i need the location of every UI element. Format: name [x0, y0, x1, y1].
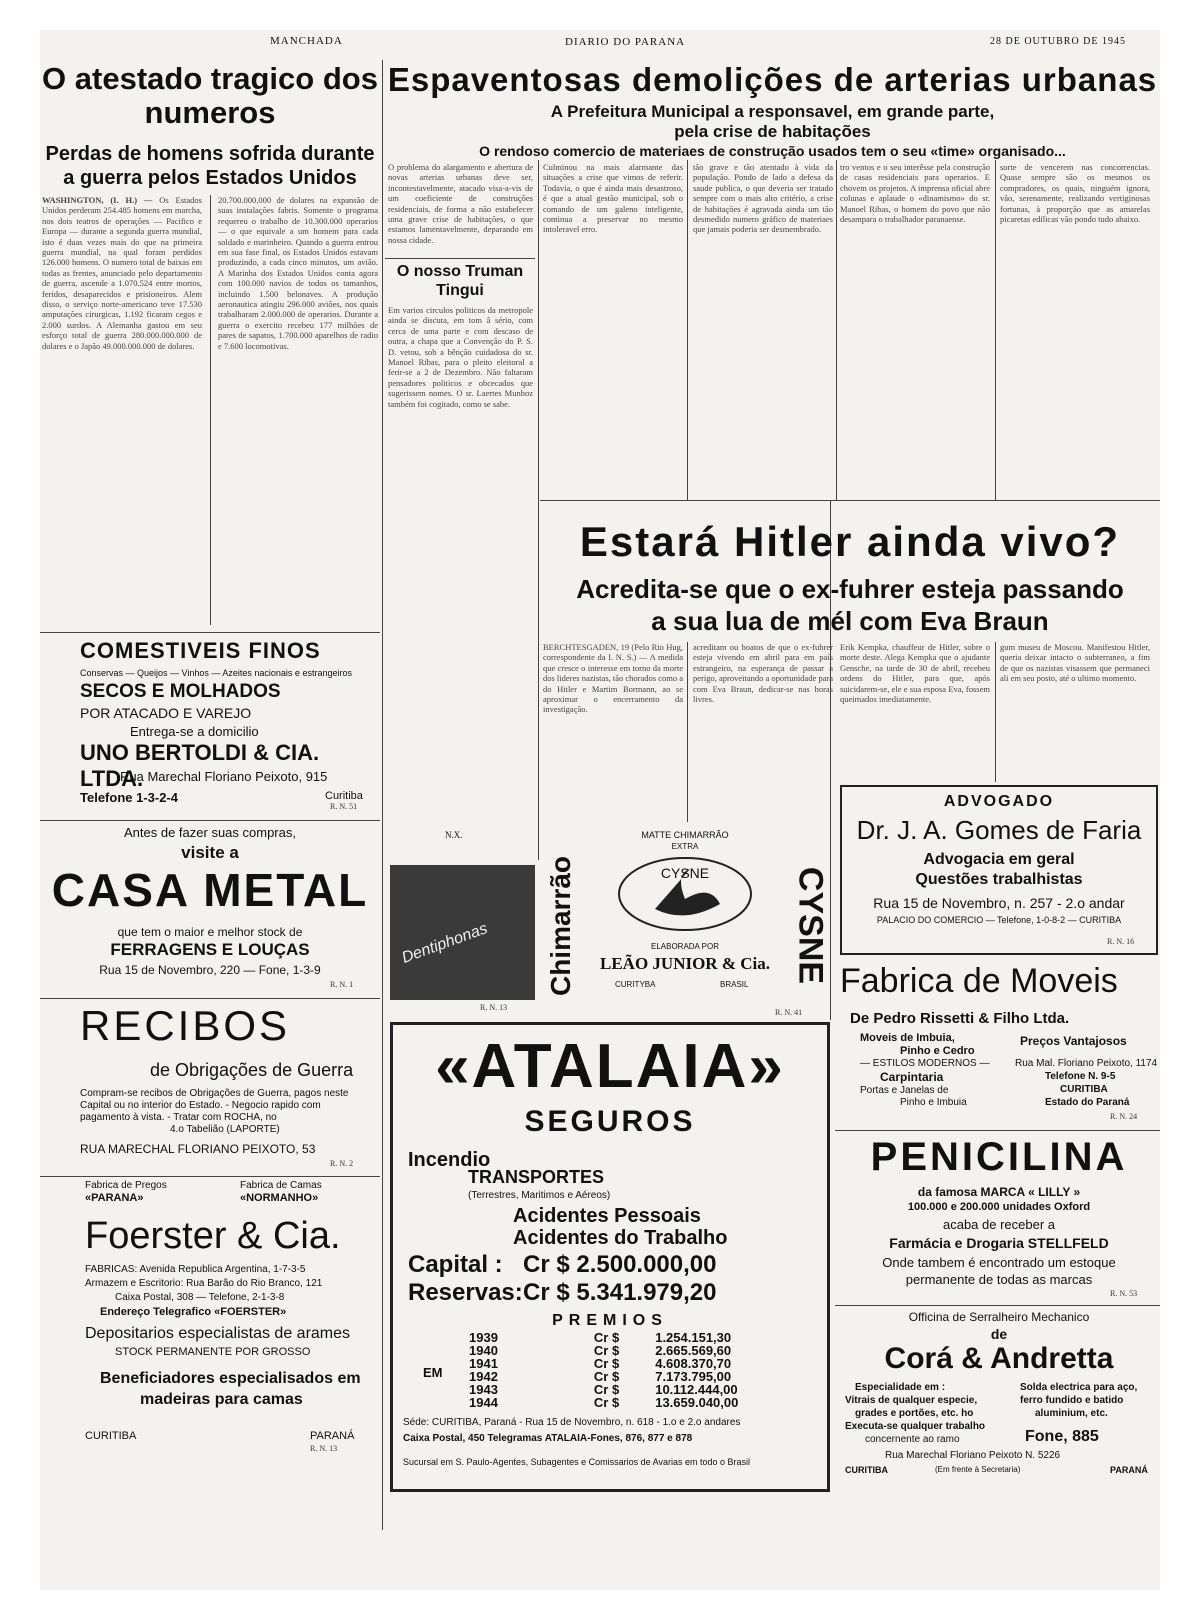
hitler-col3: Erik Kempka, chauffeur de Hitler, sobre o morte deste. Alega Kempka que o ajudante Gensche, na tarde de 30 de abril, recebeu ordens do Hitler, para que, após suicidarem-se, ele e sua esposa Eva, fossem queimados imediatamente.: [840, 642, 990, 705]
dentiphonas-brand: Dentiphonas: [399, 920, 490, 967]
issue-date: 28 DE OUTUBRO DE 1945: [990, 36, 1126, 47]
penicilina-line1: da famosa MARCA « LILLY »: [917, 1185, 1081, 1199]
penicilina-line3: acaba de receber a: [942, 1217, 1056, 1232]
foerster-right-name: «NORMANHO»: [240, 1192, 319, 1204]
main-col2: Culminou na mais alarmante das situações a crise que vimos de referir. Todavia, o que é ainda mais desastroso, é que a atual gestão municipal, sob o comando de um galeno inteligente, continua a preservar no mesmo intoleravel erro.: [543, 162, 683, 235]
moveis-right2: Rua Mal. Floriano Peixoto, 1174: [1015, 1058, 1158, 1069]
comestiveis-line1: Conservas — Queijos — Vinhos — Azeites nacionais e estrangeiros: [80, 668, 352, 678]
cora-line1: Especialidade em :: [855, 1382, 946, 1393]
moveis-title: Fabrica de Moveis: [840, 962, 1118, 1000]
penicilina-line6: permanente de todas as marcas: [905, 1272, 1093, 1287]
cora-top: Officina de Serralheiro Mechanico: [908, 1310, 1090, 1324]
hitler-title: Estará Hitler ainda vivo?: [579, 518, 1121, 565]
cysne-maker: LEÃO JUNIOR & Cia.: [599, 954, 770, 973]
main-col5: sorte de vencerem nas concorrencias. Quase sempre são os mesmos os compradores, os quais, ninguém ignora, vão, serenamente, realizando vertiginosas fortunas, à proporção que as amarelas picaretas edilicas vão pondo tudo abaixo.: [1000, 162, 1150, 225]
cysne-rn: R. N. 41: [775, 1008, 803, 1017]
atalaia-acid2: Acidentes do Trabalho: [513, 1227, 728, 1249]
recibos-address: RUA MARECHAL FLORIANO PEIXOTO, 53: [80, 1142, 316, 1156]
cora-title: Corá & Andretta: [884, 1342, 1114, 1375]
advogado-line2: Questões trabalhistas: [915, 871, 1083, 888]
cora-line2: Vitrais de qualquer especie,: [845, 1395, 978, 1406]
moveis-rn: R. N. 24: [1110, 1112, 1138, 1121]
cora-line5: concernente ao ramo: [865, 1434, 960, 1445]
foerster-line8: madeiras para camas: [140, 1391, 303, 1408]
left-article-title: O atestado tragico dos numeros: [42, 61, 378, 130]
recibos-rn: R. N. 2: [330, 1159, 354, 1168]
cora-note: (Em frente à Secretaria): [935, 1465, 1021, 1474]
cora-right2: ferro fundido e batido: [1020, 1395, 1124, 1406]
moveis-right4: CURITIBA: [1060, 1084, 1108, 1095]
foerster-state: PARANÁ: [310, 1430, 355, 1442]
casa-metal-line3: Rua 15 de Novembro, 220 — Fone, 1-3-9: [99, 963, 321, 977]
section-name: MANCHADA: [270, 35, 343, 47]
main-article-sub1: A Prefeitura Municipal a responsavel, em grande parte,: [550, 102, 995, 121]
cysne-made-by: ELABORADA POR: [650, 942, 720, 951]
advogado-line3: Rua 15 de Novembro, n. 257 - 2.o andar: [873, 895, 1125, 911]
comestiveis-line3: POR ATACADO E VAREJO: [80, 705, 252, 721]
newspaper-page: [40, 30, 1160, 1590]
recibos-title: RECIBOS: [80, 1002, 291, 1049]
cysne-country: BRASIL: [720, 980, 749, 989]
penicilina-title: PENICILINA: [870, 1135, 1128, 1179]
advogado-name: Dr. J. A. Gomes de Faria: [856, 815, 1142, 845]
foerster-right-label: Fabrica de Camas: [240, 1180, 322, 1191]
premios-row: 1941 Cr $ 4.608.370,70: [469, 1356, 732, 1371]
advogado-line4: PALACIO DO COMERCIO — Telefone, 1-0-8-2 — CURITIBA: [876, 915, 1122, 925]
cysne-brand: CYSNE: [660, 865, 710, 881]
comestiveis-ad: [40, 638, 380, 810]
cora-address: Rua Marechal Floriano Peixoto N. 5226: [885, 1450, 1061, 1461]
cysne-side-left: Chimarrão: [545, 855, 576, 997]
comestiveis-phone: Telefone 1-3-2-4: [80, 790, 179, 805]
main-col1: O problema do alargamento e abertura de novas arterias urbanas deve ser, incontestavelmente, atacado visa-a-vis de um coeficiente de construções residenciais, de forma a não estabelecer uma grave crise de habitações, o que estamos lamentavelmente, deparando em nossa cidade.: [388, 162, 533, 245]
newspaper-name: DIARIO DO PARANA: [565, 36, 686, 48]
truman-text: Em varios circulos politicos da metropole ainda se discuta, em tom â sério, com cerca de uma parte e com descaso de outra, a chapa que a Convenção do P. S. D. vetou, sob a bênção cuidadosa do sr. Manoel Ribas, para o pleito eleitoral a ferir-se a 2 de Dezembro. Não faltaram pensadores politicos e obcecados que sugerissem nomes. O sr. Laertes Munhoz também foi cogitado, como se sabe.: [388, 305, 533, 409]
advogado-ad: [840, 785, 1158, 955]
premios-row: 1943 Cr $ 10.112.444,00: [469, 1382, 738, 1397]
penicilina-line4: Farmácia e Drogaria STELLFELD: [889, 1235, 1109, 1251]
moveis-line3: — ESTILOS MODERNOS —: [860, 1058, 990, 1069]
cora-city: CURITIBA: [845, 1465, 888, 1475]
foerster-line3: Caixa Postal, 308 — Telefone, 2-1-3-8: [115, 1292, 285, 1303]
cora-phone: Fone, 885: [1025, 1428, 1099, 1445]
moveis-line2: Pinho e Cedro: [900, 1045, 975, 1057]
comestiveis-city: Curitiba: [325, 790, 363, 802]
foerster-rn: R. N. 13: [310, 1444, 338, 1453]
nx-signature: N.X.: [445, 830, 463, 840]
hitler-col2: acreditam ou boatos de que o ex-fuhrer esteja vivendo em abril para em país estrangeiro, na esperança de passar a perigo, aproveitando a oportunidade para com Eva Braun, dedicar-se nas horas livres.: [693, 642, 833, 705]
comestiveis-line2: SECOS E MOLHADOS: [80, 681, 281, 702]
cysne-title: MATTE CHIMARRÃO: [641, 830, 729, 840]
recibos-line3: pagamento à vista. - Tratar com ROCHA, no: [80, 1112, 277, 1123]
recibos-line2: Capital ou no interior do Estado. - Negocio rapido com: [80, 1100, 321, 1111]
moveis-line4: Carpintaria: [880, 1070, 944, 1084]
left-article-subtitle: Perdas de homens sofrida durante a guerra pelos Estados Unidos: [45, 143, 375, 189]
comestiveis-address: Rua Marechal Floriano Peixoto, 915: [120, 769, 328, 784]
moveis-line6: Pinho e Imbuia: [900, 1097, 967, 1108]
moveis-line5: Portas e Janelas de: [860, 1085, 949, 1096]
casa-metal-rn: R. N. 1: [330, 980, 354, 989]
moveis-right5: Estado do Paraná: [1045, 1097, 1130, 1108]
foerster-line1: FABRICAS: Avenida Republica Argentina, 1-7-3-5: [85, 1264, 306, 1275]
foerster-line6: STOCK PERMANENTE POR GROSSO: [115, 1346, 311, 1358]
main-article-sub2: pela crise de habitações: [674, 122, 871, 141]
cora-state: PARANÁ: [1110, 1465, 1148, 1475]
atalaia-capital: Cr $ 2.500.000,00: [523, 1251, 717, 1278]
foerster-line5: Depositarios especialistas de arames: [85, 1325, 351, 1342]
atalaia-subtitle: SEGUROS: [524, 1105, 696, 1138]
foerster-line7: Beneficiadores especialisados em: [100, 1370, 361, 1387]
truman-title: O nosso Truman Tingui: [396, 263, 524, 299]
left-article-col2: [218, 195, 378, 625]
casa-metal-title: CASA METAL: [51, 864, 369, 916]
casa-metal-ad: [40, 825, 380, 995]
atalaia-caixa: Caixa Postal, 450 Telegramas ATALAIA-Fones, 876, 877 e 878: [403, 1433, 693, 1444]
atalaia-sede: Séde: CURITIBA, Paraná - Rua 15 de Novembro, n. 618 - 1.o e 2.o andares: [403, 1417, 741, 1428]
left-article-col1: [42, 195, 202, 625]
comestiveis-company: UNO BERTOLDI & CIA. LTDA.: [80, 740, 320, 791]
atalaia-incendio: Incendio: [408, 1149, 491, 1171]
hitler-sub2: a sua lua de mél com Eva Braun: [651, 606, 1049, 636]
cora-line4: Executa-se qualquer trabalho: [845, 1421, 986, 1432]
left-col1-text: Os Estados Unidos perderam 254.485 homens em marcha, nos dois teatros de operações — Pacifico e Europa — durante a segunda guerra mundial, isto é duas vezes mais do que na primeira guerra mundial, na qual foram perdidos 126.000 homens. O numero total de baixas em todas as frentes, anunciado pelo departamento de guerra, ascende a 1.070.524 entre mortos, feridos, desaparecidos e prisioneiros. Alem disso, o serviço norte-americano teve 17.530 amputações cirurgicas, 1.192 ficaram cegos e 2.000 surdos. A Alemanha gastou em seu esforço total de guerra 280.000.000.000 de dolares e o Japão 49.000.000.000 de dolares.: [42, 195, 202, 351]
cora-right3: aluminium, etc.: [1035, 1408, 1108, 1419]
atalaia-capital-label: Capital :: [408, 1251, 503, 1278]
moveis-subtitle: De Pedro Rissetti & Filho Ltda.: [850, 1010, 1070, 1027]
foerster-left-label: Fabrica de Pregos: [85, 1180, 167, 1191]
casa-metal-pre2: visite a: [181, 843, 239, 862]
cora-ad: [840, 1310, 1158, 1495]
cysne-side-right: CYSNE: [791, 866, 830, 985]
cora-de: de: [990, 1326, 1008, 1342]
premios-row: 1942 Cr $ 7.173.795,00: [469, 1369, 732, 1384]
atalaia-reservas: Cr $ 5.341.979,20: [523, 1279, 717, 1306]
atalaia-acid1: Acidentes Pessoais: [513, 1205, 701, 1227]
moveis-right3: Telefone N. 9-5: [1045, 1071, 1116, 1082]
foerster-line2: Armazem e Escritorio: Rua Barão do Rio Branco, 121: [85, 1278, 323, 1289]
advogado-line1: Advogacia em geral: [923, 851, 1075, 868]
atalaia-sucursal: Sucursal em S. Paulo-Agentes, Subagentes e Comissarios de Avarias em todo o Brasil: [403, 1457, 751, 1467]
recibos-line1: Compram-se recibos de Obrigações de Guerra, pagos neste: [80, 1088, 349, 1099]
cysne-city: CURITYBA: [615, 980, 656, 989]
comestiveis-rn: R. N. 51: [330, 802, 358, 811]
hitler-col1: BERCHTESGADEN, 19 (Pelo Rio Hug, correspondente da I. N. S.) — A medida que cresce o interesse em torno da morte dos lideres nazistas, tão chorados como a do Hitler e Martim Bormann, ao se aproximar o encerramento da investigação.: [543, 642, 683, 715]
casa-metal-line1: que tem o maior e melhor stock de: [117, 925, 303, 939]
advogado-title: ADVOGADO: [943, 793, 1055, 810]
penicilina-line5: Onde tambem é encontrado um estoque: [882, 1255, 1116, 1270]
recibos-line4: 4.o Tabelião (LAPORTE): [170, 1124, 280, 1135]
dentiphonas-rn: R. N. 13: [480, 1003, 508, 1012]
atalaia-ad: [390, 1022, 830, 1492]
atalaia-title: «ATALAIA»: [435, 1032, 785, 1101]
advogado-rn: R. N. 16: [1107, 937, 1135, 946]
premios-row: 1940 Cr $ 2.665.569,60: [469, 1343, 732, 1358]
atalaia-transp-note: (Terrestres, Maritimos e Aéreos): [468, 1190, 611, 1201]
moveis-right1: Preços Vantajosos: [1020, 1034, 1127, 1048]
main-article-title: Espaventosas demolições de arterias urbanas: [387, 61, 1158, 98]
hitler-sub1: Acredita-se que o ex-fuhrer esteja passando: [576, 574, 1124, 604]
left-col2-text: 20.700.000.000 de dolares na expansão de suas instalações fabris. Somente o programa requereu o trabalho de 10.300.000 operarios — o que equivale a um homem para cada soldado e marinheiro. Quando a guerra entrou em sua fase final, os Estados Unidos estavam produzindo, a cada cinco minutos, um avião. A Marinha dos Estados Unidos conta agora com 100.000 navios de todos os tamanhos, incluindo 1.500 belonaves. A produção aeronautica atingiu 296.000 aviões, nos quais trabalharam 2.000.000 de operarios. Durante a guerra o exercito recebeu 177 milhões de pares de sapatos, 1.700.000 aparelhos de radio e 7.600 locomotivas.: [218, 195, 378, 351]
main-col4: tro ventos e o seu interêsse pela construção de casas residenciais para operarios. E chovem os projetos. A imprensa oficial abre colunas e aplaude o «dinamismo» do sr. Manoel Ribas, o homem do povo que não desampara o trabalhador paranaense.: [840, 162, 990, 225]
main-article-sub3: O rendoso comercio de materiaes de construção usados tem o seu «time» organisado...: [479, 143, 1066, 159]
cora-right1: Solda electrica para aço,: [1020, 1382, 1138, 1393]
cysne-extra: EXTRA: [671, 842, 699, 851]
penicilina-ad: [840, 1135, 1158, 1300]
moveis-ad: [840, 962, 1158, 1127]
dateline: WASHINGTON, (I. H.) —: [42, 195, 153, 205]
dentiphonas-ad: [390, 865, 535, 1015]
atalaia-premios-table: [463, 1331, 744, 1409]
comestiveis-title: COMESTIVEIS FINOS: [80, 638, 321, 663]
penicilina-line2: 100.000 e 200.000 unidades Oxford: [907, 1201, 1091, 1213]
penicilina-rn: R. N. 53: [1110, 1289, 1138, 1298]
cora-line3: grades e portões, etc. ho: [855, 1408, 974, 1419]
swan-icon: [615, 854, 755, 934]
hitler-col4: gum museu de Moscou. Manifestou Hitler, queria deixar intacto o subterraneo, a fim de que os nazistas visassem que permaneci ali em seu posto, até o ultimo momento.: [1000, 642, 1150, 684]
foerster-city: CURITIBA: [85, 1430, 137, 1442]
atalaia-transportes: TRANSPORTES: [468, 1167, 605, 1187]
moveis-line1: Moveis de Imbuia,: [860, 1032, 955, 1044]
main-col3: tão grave e tão atentado à vida da população. Pondo de lado a defesa da saude publica, o que deveria ser tratado sempre com o mais alto critério, a crise de habitações é agravada ainda um tão desmedido numero gráfico de materiaes que jamais poderia ser desmembrado.: [693, 162, 833, 235]
premios-row: 1939 Cr $ 1.254.151,30: [469, 1330, 732, 1345]
foerster-left-name: «PARANA»: [85, 1192, 144, 1204]
foerster-line4: Endereço Telegrafico «FOERSTER»: [100, 1306, 287, 1318]
premios-row: 1944 Cr $ 13.659.040,00: [469, 1395, 739, 1410]
foerster-title: Foerster & Cia.: [85, 1215, 341, 1257]
recibos-ad: [40, 1002, 380, 1172]
foerster-ad: [40, 1180, 380, 1495]
atalaia-premios: PREMIOS: [552, 1312, 668, 1329]
cysne-ad: [540, 830, 830, 1020]
casa-metal-pre1: Antes de fazer suas compras,: [124, 825, 296, 840]
comestiveis-line4: Entrega-se a domicilio: [130, 724, 259, 739]
atalaia-reservas-label: Reservas:: [408, 1279, 523, 1306]
recibos-subtitle: de Obrigações de Guerra: [150, 1060, 354, 1080]
atalaia-em: EM: [423, 1365, 443, 1380]
casa-metal-line2: FERRAGENS E LOUÇAS: [110, 940, 310, 959]
